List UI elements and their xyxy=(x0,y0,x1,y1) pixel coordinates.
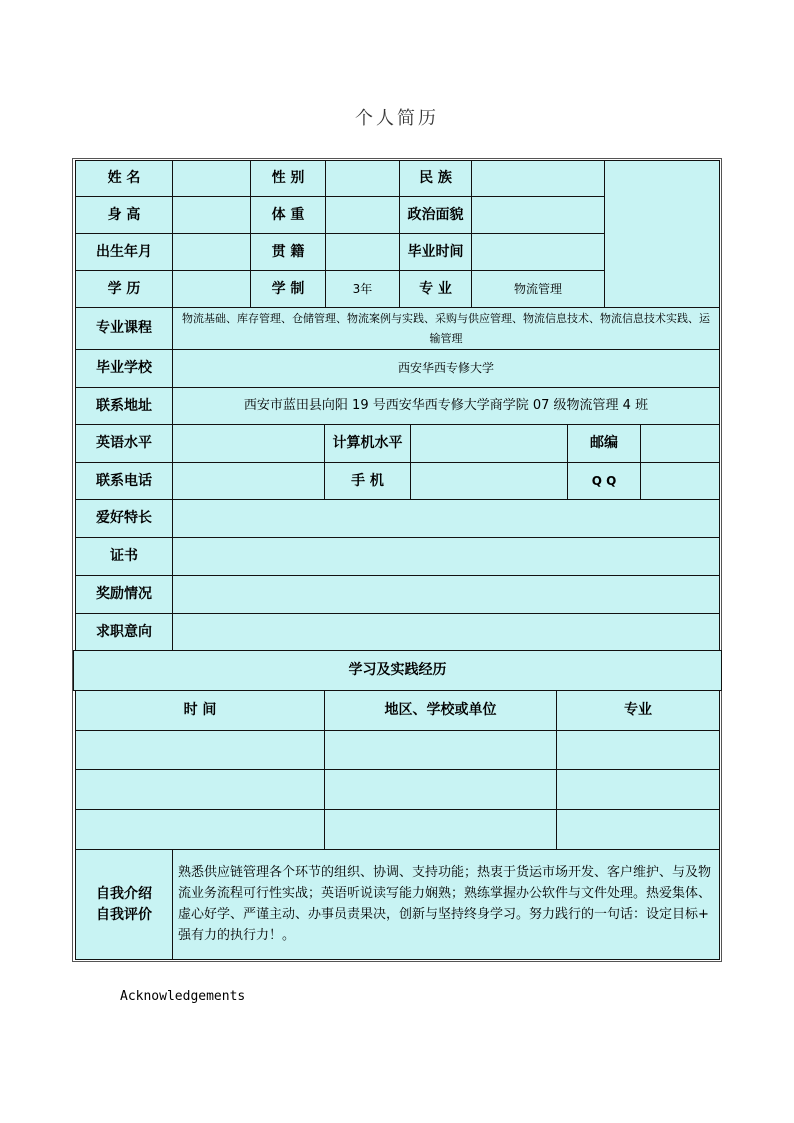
education-field[interactable] xyxy=(172,270,251,308)
qq-field[interactable] xyxy=(640,462,720,500)
phone-label: 联系电话 xyxy=(75,462,173,500)
exp-row-3-major[interactable] xyxy=(556,809,720,850)
phone-field[interactable] xyxy=(172,462,325,500)
ethnicity-label: 民 族 xyxy=(399,160,472,197)
exp-row-1-time[interactable] xyxy=(75,730,325,770)
cert-field[interactable] xyxy=(172,537,720,576)
exp-row-2-place[interactable] xyxy=(324,769,557,810)
height-field[interactable] xyxy=(172,196,251,234)
mobile-field[interactable] xyxy=(410,462,568,500)
education-label: 学 历 xyxy=(75,270,173,308)
col-time-header: 时 间 xyxy=(75,690,325,731)
school-label: 毕业学校 xyxy=(75,349,173,388)
exp-row-3-place[interactable] xyxy=(324,809,557,850)
gender-label: 性 别 xyxy=(250,160,326,197)
length-value: 3年 xyxy=(325,270,400,308)
political-field[interactable] xyxy=(471,196,605,234)
hobbies-label: 爱好特长 xyxy=(75,499,173,538)
grad-time-field[interactable] xyxy=(471,233,605,271)
political-label: 政治面貌 xyxy=(399,196,472,234)
self-intro-label xyxy=(75,849,173,960)
name-label: 姓 名 xyxy=(75,160,173,197)
name-field[interactable] xyxy=(172,160,251,197)
address-label: 联系地址 xyxy=(75,387,173,425)
mobile-label: 手 机 xyxy=(324,462,411,500)
english-label: 英语水平 xyxy=(75,424,173,463)
exp-row-1-place[interactable] xyxy=(324,730,557,770)
grad-time-label: 毕业时间 xyxy=(399,233,472,271)
birth-field[interactable] xyxy=(172,233,251,271)
computer-field[interactable] xyxy=(410,424,568,463)
exp-row-2-major[interactable] xyxy=(556,769,720,810)
self-intro-text: 熟悉供应链管理各个环节的组织、协调、支持功能；热衷于货运市场开发、客户维护、与及物流业务流程可行性实战；英语听说读写能力娴熟；熟练掌握办公软件与文件处理。热爱集体、虚心好学、严谨主动、办事员责果决，创新与坚持终身学习。努力践行的一句话：设定目标+ 强有力的执行力！。 xyxy=(172,849,720,960)
awards-field[interactable] xyxy=(172,575,720,614)
col-place-header: 地区、学校或单位 xyxy=(324,690,557,731)
self-intro-label-line1: 自我介绍 xyxy=(96,885,152,902)
cert-label: 证书 xyxy=(75,537,173,576)
weight-label: 体 重 xyxy=(250,196,326,234)
qq-label: Q Q xyxy=(567,462,641,500)
self-intro-label-line2: 自我评价 xyxy=(96,906,152,923)
exp-row-2-time[interactable] xyxy=(75,769,325,810)
exp-row-3-time[interactable] xyxy=(75,809,325,850)
courses-label: 专业课程 xyxy=(75,307,173,350)
postcode-label: 邮编 xyxy=(567,424,641,463)
gender-field[interactable] xyxy=(325,160,400,197)
page-title: 个人简历 xyxy=(355,108,439,129)
awards-label: 奖励情况 xyxy=(75,575,173,614)
major-value: 物流管理 xyxy=(471,270,605,308)
english-field[interactable] xyxy=(172,424,325,463)
experience-header: 学习及实践经历 xyxy=(73,650,722,691)
postcode-field[interactable] xyxy=(640,424,720,463)
intention-field[interactable] xyxy=(172,613,720,651)
weight-field[interactable] xyxy=(325,196,400,234)
ethnicity-field[interactable] xyxy=(471,160,605,197)
birth-label: 出生年月 xyxy=(75,233,173,271)
photo-area xyxy=(604,160,720,308)
footer-text: Acknowledgements xyxy=(120,989,246,1004)
exp-row-1-major[interactable] xyxy=(556,730,720,770)
native-label: 贯 籍 xyxy=(250,233,326,271)
col-major-header: 专业 xyxy=(556,690,720,731)
hobbies-field[interactable] xyxy=(172,499,720,538)
courses-value: 物流基础、库存管理、仓储管理、物流案例与实践、采购与供应管理、物流信息技术、物流信息技术实践、运输管理 xyxy=(172,307,720,350)
school-value: 西安华西专修大学 xyxy=(172,349,720,388)
height-label: 身 高 xyxy=(75,196,173,234)
major-label: 专 业 xyxy=(399,270,472,308)
intention-label: 求职意向 xyxy=(75,613,173,651)
computer-label: 计算机水平 xyxy=(324,424,411,463)
length-label: 学 制 xyxy=(250,270,326,308)
native-field[interactable] xyxy=(325,233,400,271)
address-value: 西安市蓝田县向阳 19 号西安华西专修大学商学院 07 级物流管理 4 班 xyxy=(172,387,720,425)
